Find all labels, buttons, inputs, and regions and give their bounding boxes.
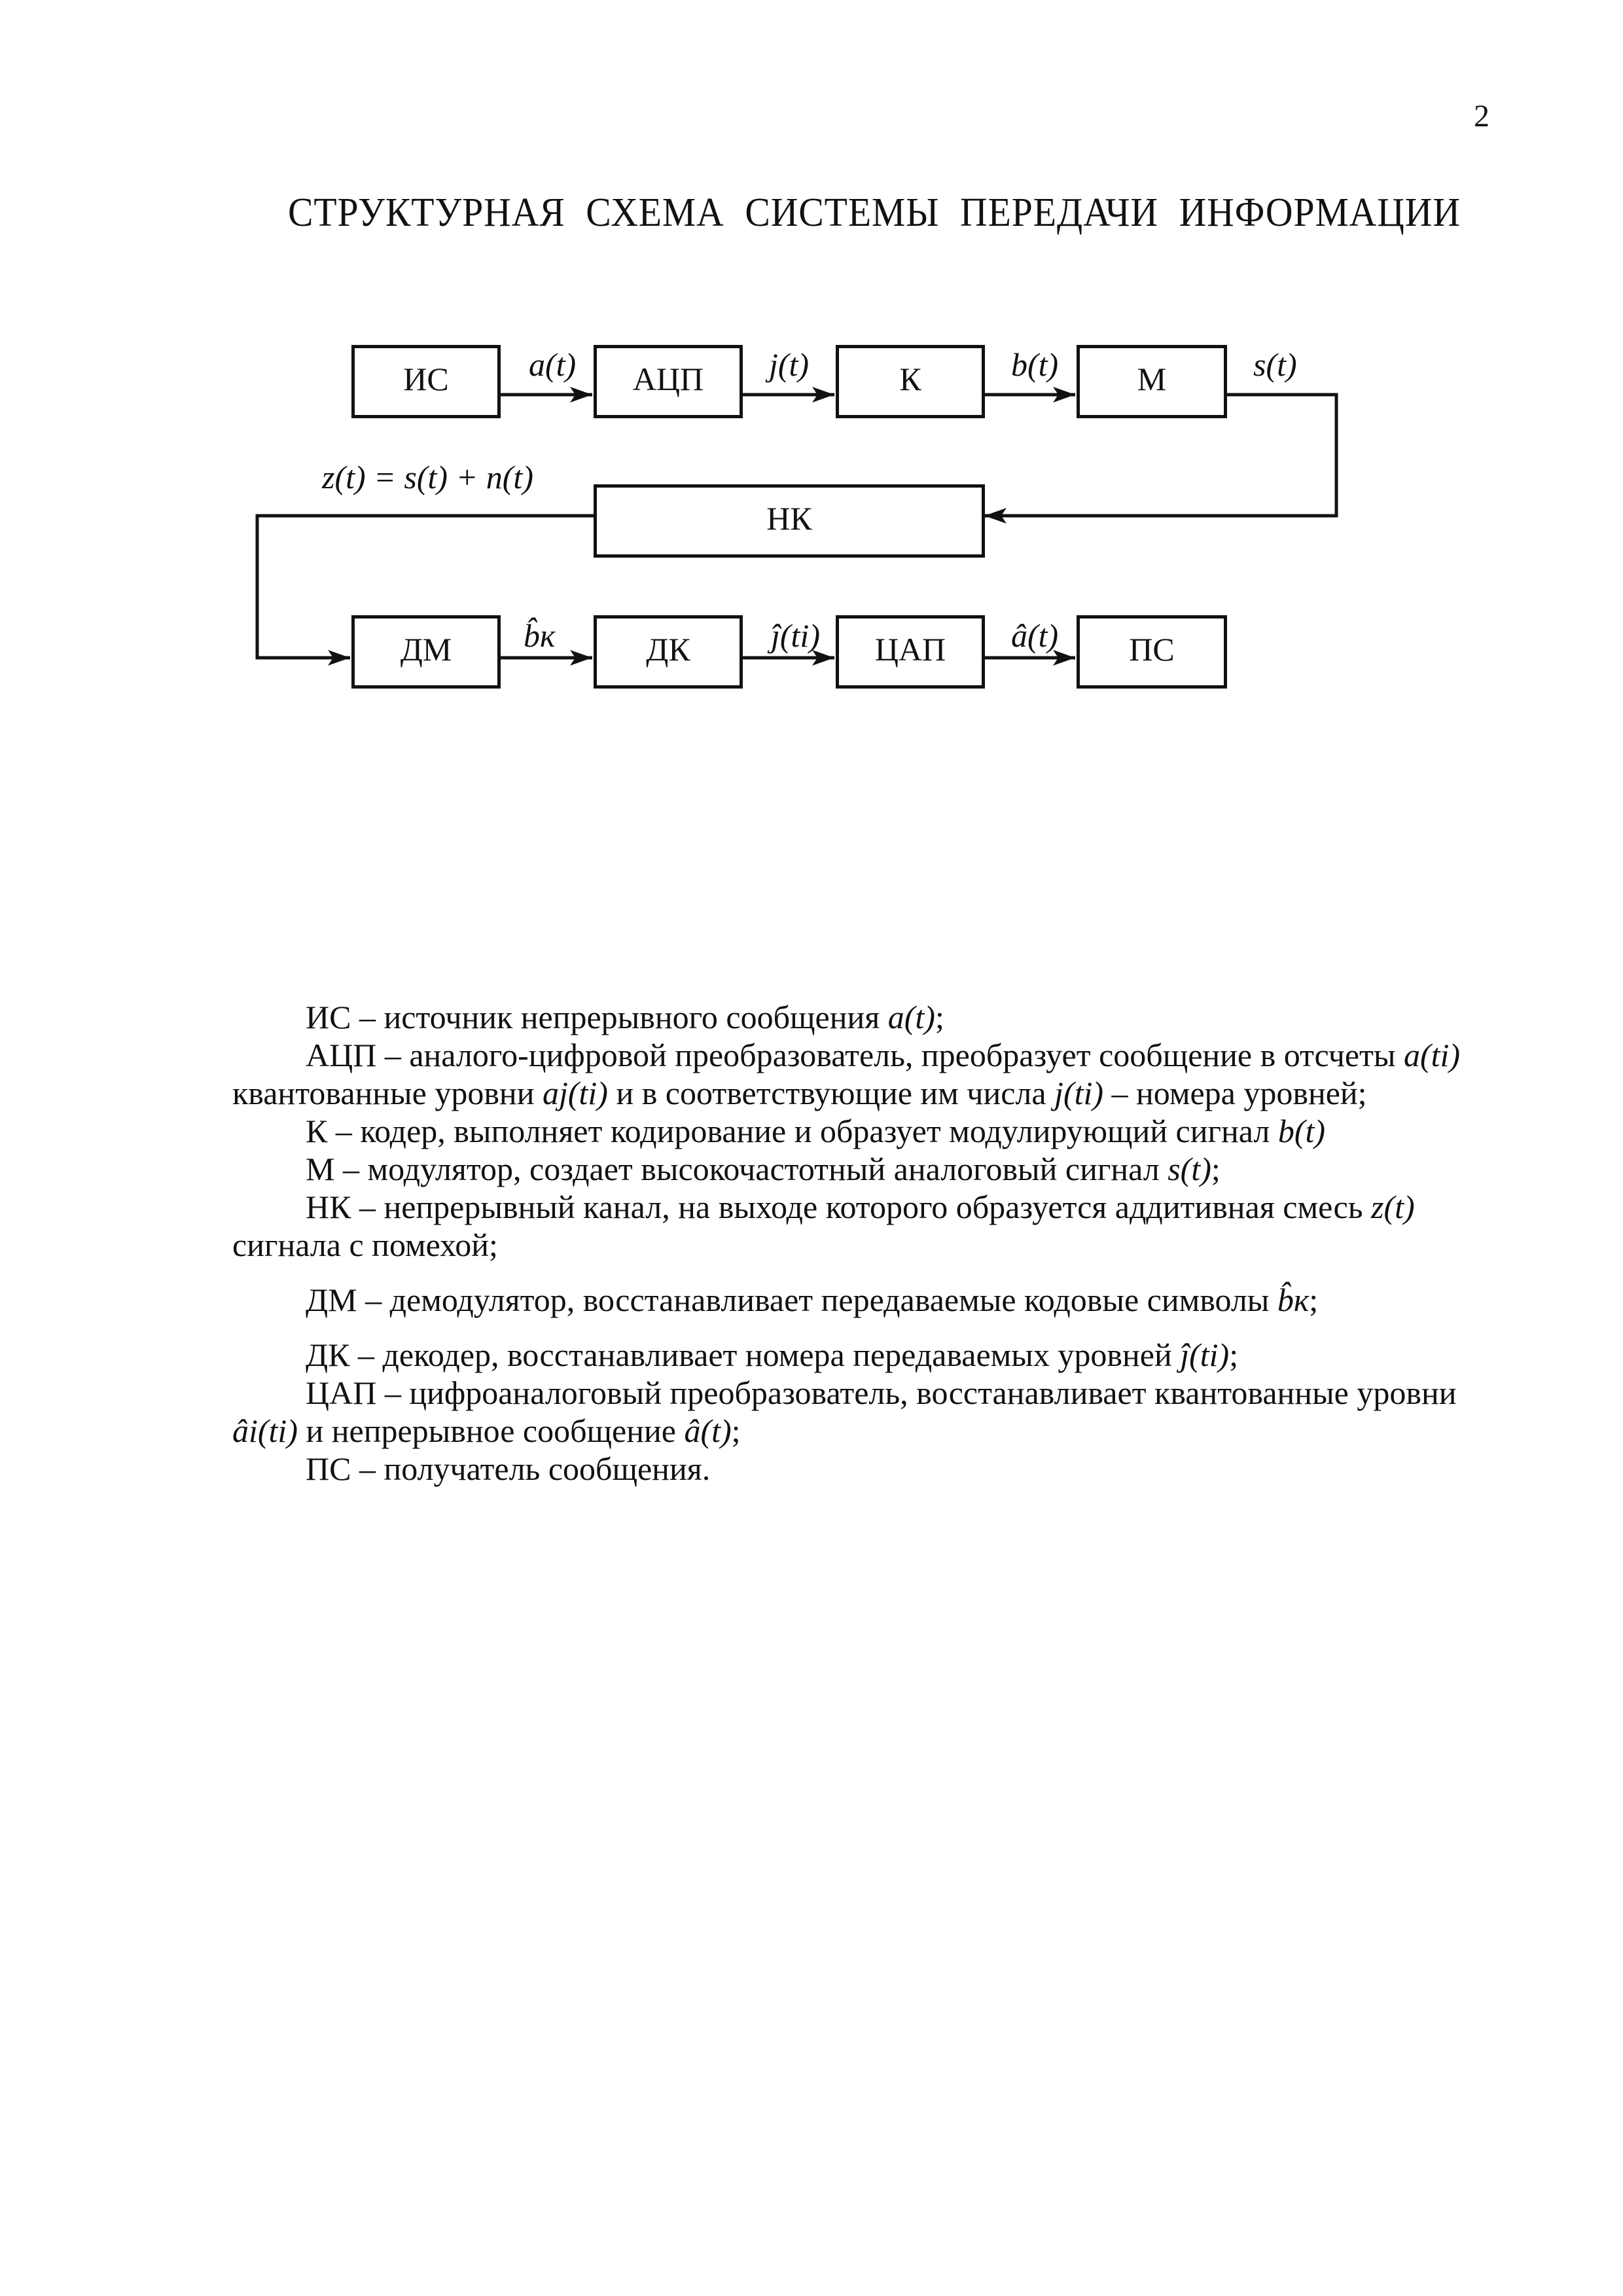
legend-item-decoder bbox=[232, 1336, 1463, 1374]
title-word: ПЕРЕДАЧИ bbox=[960, 190, 1158, 235]
legend-desc: – непрерывный канал, на выходе которого образуется аддитивная смесь bbox=[351, 1189, 1372, 1225]
legend-desc: – номера уровней; bbox=[1103, 1075, 1367, 1111]
legend-symbol: b(t) bbox=[1277, 1113, 1326, 1149]
title-word: СИСТЕМЫ bbox=[745, 190, 940, 235]
page-number: 2 bbox=[1474, 99, 1489, 134]
signal-j-hat-ti: ĵ(ti) bbox=[771, 617, 820, 654]
legend-desc: – модулятор, создает высокочастотный аналоговый сигнал bbox=[334, 1151, 1168, 1187]
block-decoder bbox=[594, 615, 743, 689]
signal-z-t: z(t) = s(t) + n(t) bbox=[322, 459, 533, 495]
signal-j-t: j(t) bbox=[769, 346, 810, 383]
legend-desc: квантованные уровни bbox=[232, 1075, 543, 1111]
legend-item-channel-cont bbox=[232, 1226, 1463, 1264]
signal-a-hat-t: â(t) bbox=[1011, 617, 1059, 654]
block-label: НК bbox=[766, 500, 812, 537]
block-modulator bbox=[1077, 345, 1227, 418]
block-label: ПС bbox=[1129, 631, 1175, 668]
legend-desc: и в соответствующие им числа bbox=[607, 1075, 1055, 1111]
block-coder bbox=[836, 345, 985, 418]
legend-desc: – цифроаналоговый преобразователь, восстанавливает квантованные уровни bbox=[376, 1374, 1457, 1411]
legend-abbr: К bbox=[306, 1113, 328, 1149]
legend-abbr: ПС bbox=[306, 1450, 351, 1487]
signal-b-t: b(t) bbox=[1011, 346, 1059, 383]
legend-punct: ; bbox=[1309, 1282, 1319, 1318]
legend-symbol: âi(ti) bbox=[232, 1412, 298, 1449]
legend-punct: ; bbox=[935, 999, 944, 1035]
legend-symbol: ĵ(ti) bbox=[1180, 1336, 1230, 1373]
legend-item-source bbox=[232, 998, 1463, 1036]
legend-item-channel bbox=[232, 1188, 1463, 1226]
legend-item-dac bbox=[232, 1374, 1463, 1412]
title-word: ИНФОРМАЦИИ bbox=[1179, 190, 1461, 235]
title-word: СХЕМА bbox=[586, 190, 724, 235]
legend-symbol: s(t) bbox=[1168, 1151, 1211, 1187]
legend-punct: ; bbox=[731, 1412, 741, 1449]
legend-desc: сигнала с помехой; bbox=[232, 1227, 498, 1263]
legend-desc: – получатель сообщения. bbox=[351, 1450, 711, 1487]
legend-punct: ; bbox=[1211, 1151, 1221, 1187]
legend-desc: – аналого-цифровой преобразователь, преобразует сообщение в отсчеты bbox=[376, 1037, 1404, 1073]
block-receiver bbox=[1077, 615, 1227, 689]
legend-abbr: ИС bbox=[306, 999, 351, 1035]
block-source bbox=[351, 345, 501, 418]
legend-desc: – декодер, восстанавливает номера передаваемых уровней bbox=[349, 1336, 1181, 1373]
legend-text bbox=[232, 998, 1463, 1488]
legend-item-modulator bbox=[232, 1150, 1463, 1188]
signal-a-t: a(t) bbox=[529, 346, 577, 383]
legend-abbr: ДМ bbox=[306, 1282, 357, 1318]
legend-punct: ; bbox=[1229, 1336, 1239, 1373]
legend-symbol: z(t) bbox=[1371, 1189, 1415, 1225]
block-dac bbox=[836, 615, 985, 689]
title-word: СТРУКТУРНАЯ bbox=[288, 190, 565, 235]
legend-symbol: b̂к bbox=[1277, 1282, 1310, 1318]
legend-symbol: j(ti) bbox=[1054, 1075, 1104, 1111]
legend-symbol: a(t) bbox=[887, 999, 935, 1035]
block-adc bbox=[594, 345, 743, 418]
signal-b-hat-k: b̂к bbox=[524, 617, 556, 654]
legend-desc: – источник непрерывного сообщения bbox=[351, 999, 888, 1035]
legend-item-demodulator bbox=[232, 1281, 1463, 1319]
legend-symbol: aj(ti) bbox=[542, 1075, 608, 1111]
legend-abbr: НК bbox=[306, 1189, 351, 1225]
legend-desc: и непрерывное сообщение bbox=[297, 1412, 685, 1449]
block-label: ДМ bbox=[400, 631, 452, 668]
legend-desc: – кодер, выполняет кодирование и образует модулирующий сигнал bbox=[327, 1113, 1278, 1149]
block-channel bbox=[594, 484, 985, 558]
block-label: АЦП bbox=[632, 361, 704, 397]
legend-item-adc bbox=[232, 1036, 1463, 1074]
block-label: К bbox=[899, 361, 921, 397]
block-label: ЦАП bbox=[874, 631, 946, 668]
block-label: ИС bbox=[403, 361, 449, 397]
legend-desc: – демодулятор, восстанавливает передаваемые кодовые символы bbox=[357, 1282, 1277, 1318]
legend-abbr: АЦП bbox=[306, 1037, 377, 1073]
legend-item-adc-cont bbox=[232, 1074, 1463, 1112]
signal-s-t: s(t) bbox=[1253, 346, 1297, 383]
block-demodulator bbox=[351, 615, 501, 689]
legend-item-dac-cont bbox=[232, 1412, 1463, 1450]
connector-lines bbox=[0, 0, 1623, 720]
legend-item-coder bbox=[232, 1112, 1463, 1150]
legend-symbol: â(t) bbox=[684, 1412, 732, 1449]
legend-abbr: ЦАП bbox=[306, 1374, 377, 1411]
block-label: М bbox=[1137, 361, 1167, 397]
legend-item-receiver bbox=[232, 1450, 1463, 1488]
block-diagram bbox=[0, 0, 1623, 720]
legend-symbol: a(ti) bbox=[1403, 1037, 1461, 1073]
legend-abbr: ДК bbox=[306, 1336, 350, 1373]
block-label: ДК bbox=[646, 631, 690, 668]
legend-abbr: М bbox=[306, 1151, 335, 1187]
